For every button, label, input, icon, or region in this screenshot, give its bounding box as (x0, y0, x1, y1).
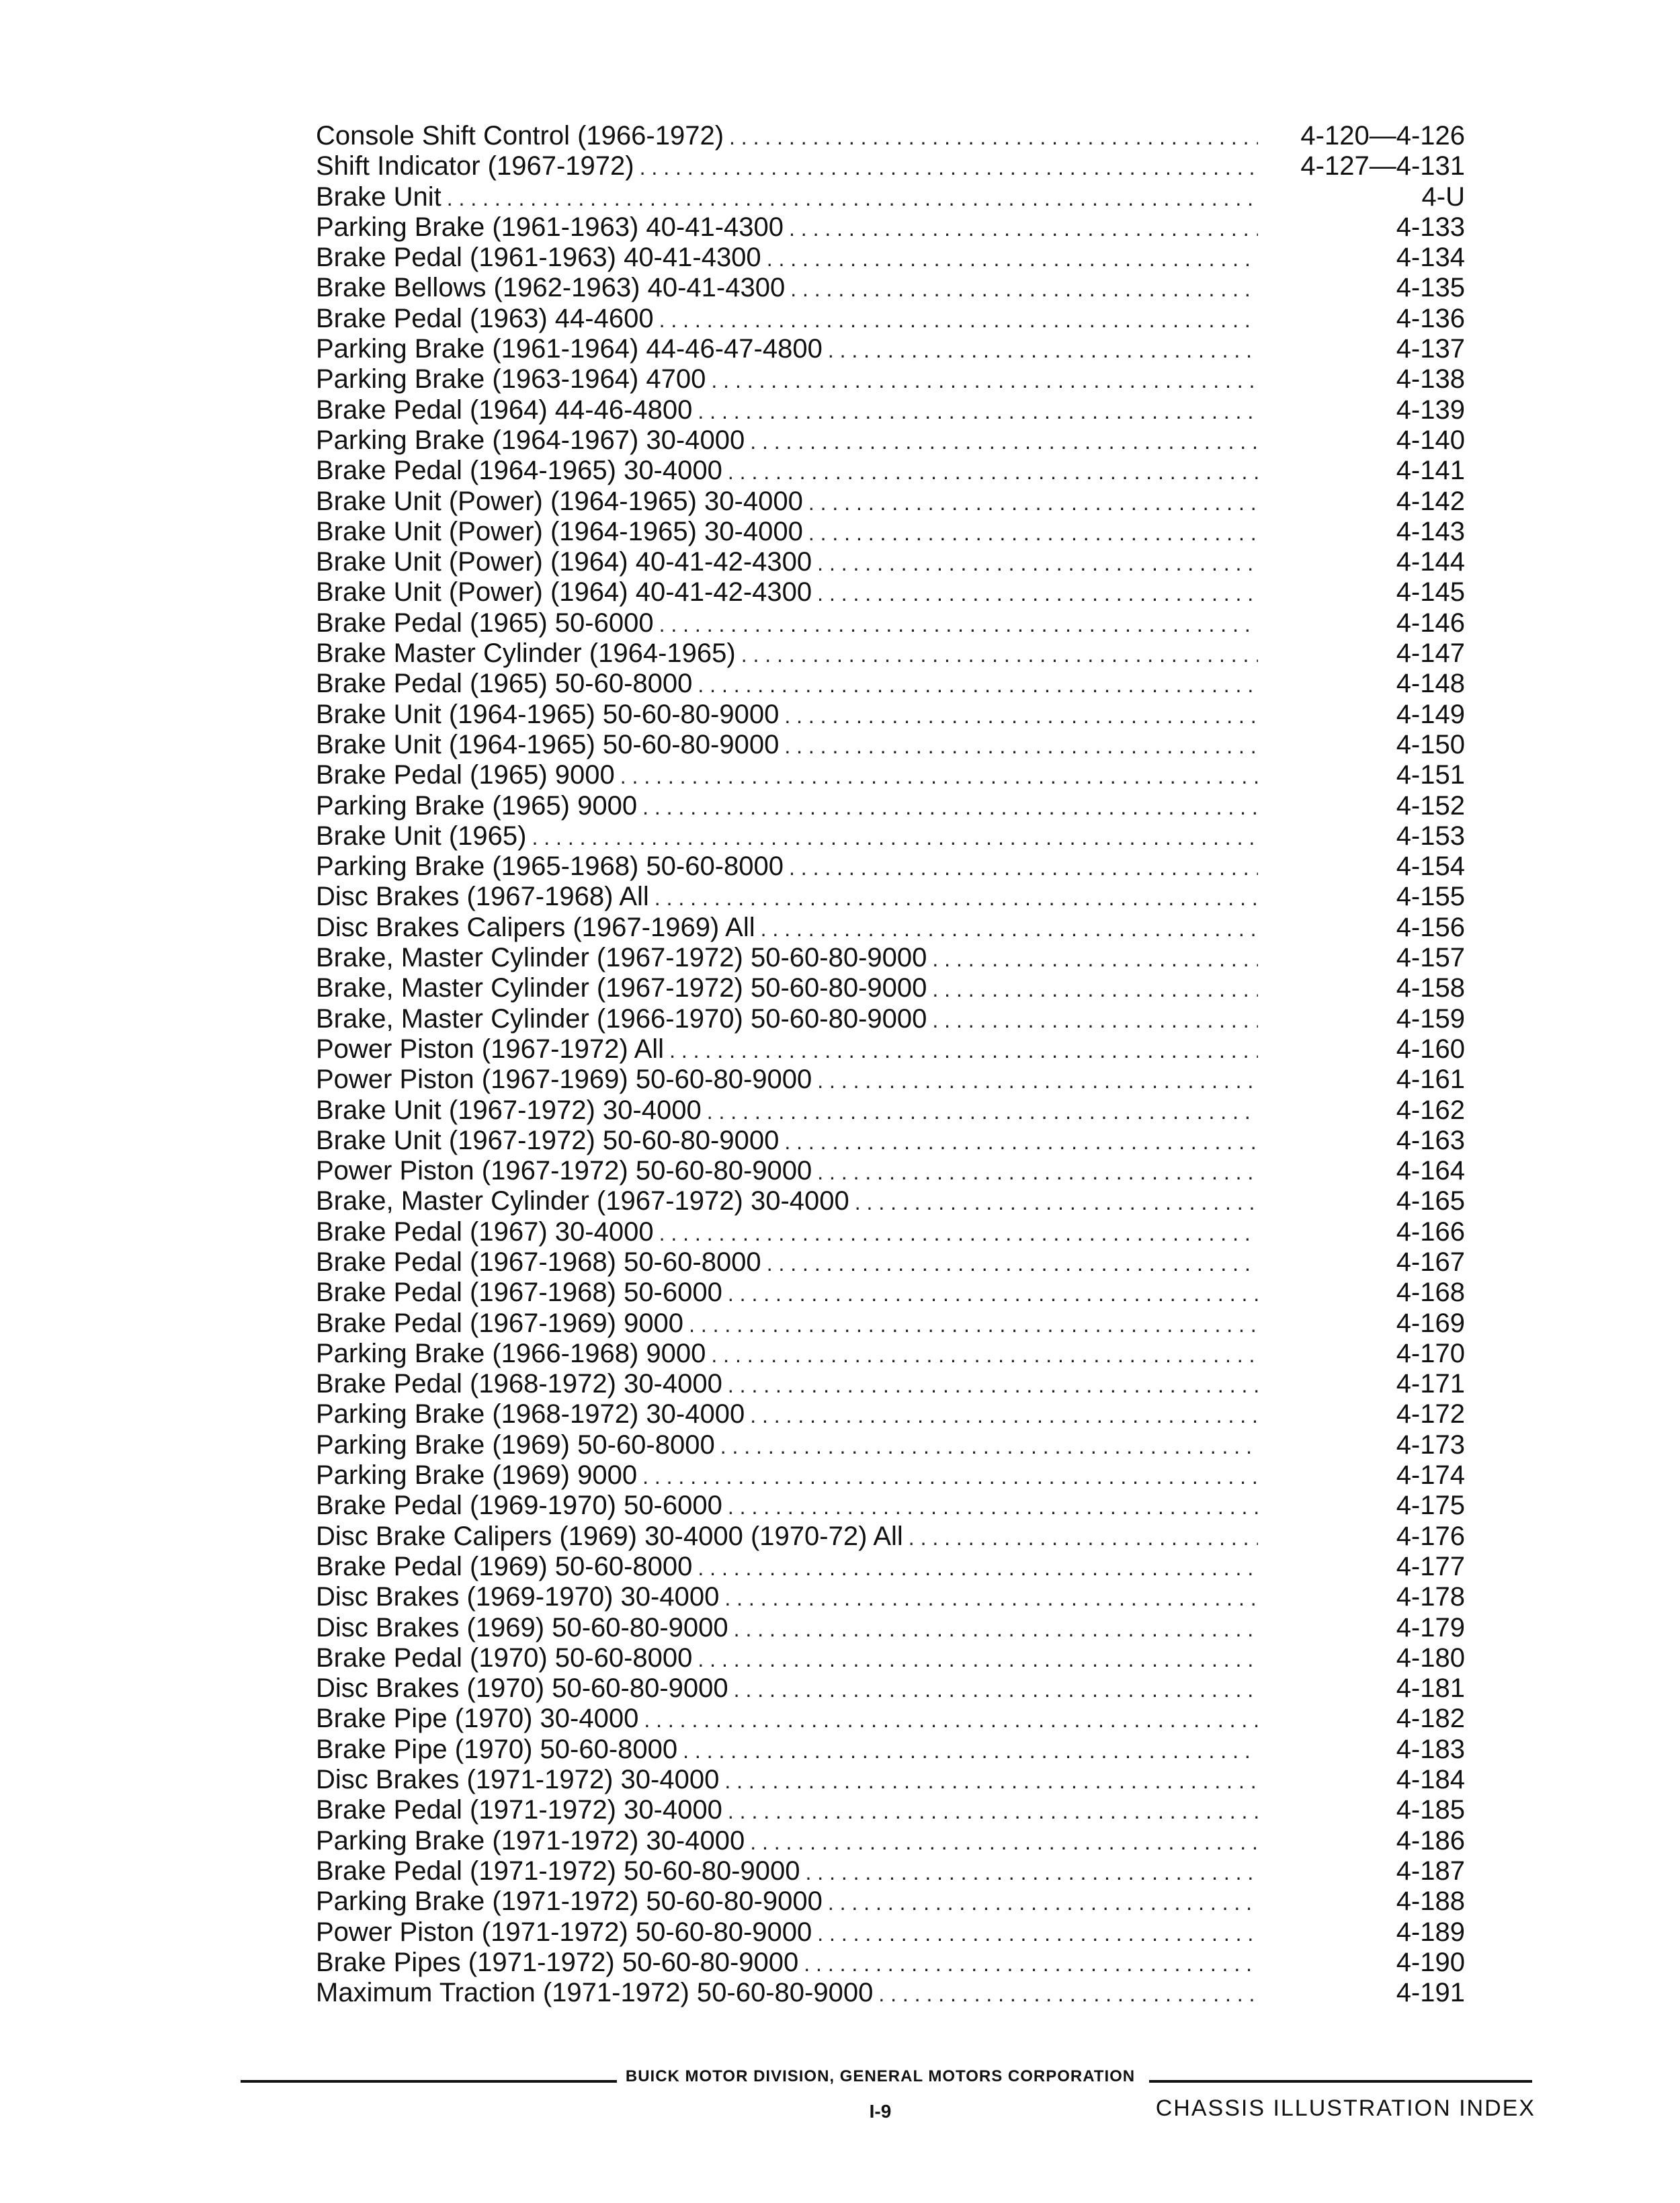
entry-page-ref: 4-173 (1396, 1429, 1465, 1460)
index-entry (316, 608, 1465, 638)
index-entry (316, 882, 1465, 912)
dot-leader (729, 121, 1258, 151)
dot-leader (724, 1582, 1258, 1612)
index-entry (316, 1765, 1465, 1795)
entry-label: Brake Pedal (1967-1969) 9000 (316, 1308, 684, 1338)
entry-label: Brake Pedal (1967-1968) 50-60-8000 (316, 1247, 761, 1277)
entry-label: Parking Brake (1966-1968) 9000 (316, 1338, 706, 1368)
dot-leader (711, 364, 1258, 394)
entry-label: Brake Unit (Power) (1964-1965) 30-4000 (316, 486, 803, 516)
index-entry (316, 182, 1465, 212)
index-entry (316, 821, 1465, 851)
dot-leader (932, 1004, 1258, 1034)
entry-label: Brake Unit (Power) (1964) 40-41-42-4300 (316, 577, 812, 608)
dot-leader (698, 669, 1258, 699)
entry-page-ref: 4-151 (1396, 760, 1465, 790)
entry-page-ref: 4-184 (1396, 1765, 1465, 1795)
dot-leader (720, 1430, 1258, 1460)
entry-label: Brake Pedal (1969) 50-60-8000 (316, 1551, 693, 1581)
index-entry (316, 517, 1465, 547)
entry-page-ref: 4-141 (1396, 456, 1465, 486)
index-entry (316, 1065, 1465, 1095)
entry-label: Brake Pedal (1967-1968) 50-6000 (316, 1278, 722, 1308)
index-entry (316, 1735, 1465, 1765)
dot-leader (734, 1673, 1258, 1704)
index-entry (316, 1399, 1465, 1429)
entry-label: Brake, Master Cylinder (1967-1972) 50-60-80-9000 (316, 943, 927, 973)
dot-leader (828, 334, 1258, 364)
entry-page-ref: 4-139 (1396, 394, 1465, 425)
index-entry (316, 1278, 1465, 1308)
dot-leader (932, 973, 1258, 1003)
dot-leader (817, 577, 1258, 608)
dot-leader (728, 1795, 1258, 1825)
index-entry (316, 334, 1465, 364)
entry-page-ref: 4-140 (1396, 425, 1465, 455)
index-entry (316, 1613, 1465, 1643)
entry-page-ref: 4-175 (1396, 1491, 1465, 1521)
entry-page-ref: 4-172 (1396, 1399, 1465, 1429)
entry-label: Parking Brake (1963-1964) 4700 (316, 364, 706, 394)
entry-label: Power Piston (1967-1972) 50-60-80-9000 (316, 1156, 812, 1186)
index-entry (316, 791, 1465, 821)
dot-leader (784, 1126, 1258, 1156)
index-entry (316, 1704, 1465, 1734)
entry-page-ref: 4-U (1421, 181, 1465, 212)
dot-leader (789, 851, 1258, 882)
entry-label: Disc Brakes (1970) 50-60-80-9000 (316, 1673, 728, 1704)
entry-label: Disc Brakes (1967-1968) All (316, 882, 649, 912)
entry-label: Power Piston (1967-1972) All (316, 1034, 665, 1064)
index-entry (316, 1643, 1465, 1673)
dot-leader (698, 395, 1258, 425)
entry-label: Brake, Master Cylinder (1967-1972) 30-4000 (316, 1186, 849, 1216)
entry-label: Brake Pedal (1965) 9000 (316, 760, 615, 790)
dot-leader (659, 608, 1258, 638)
entry-label: Brake Pipes (1971-1972) 50-60-80-9000 (316, 1947, 799, 1977)
entry-label: Power Piston (1967-1969) 50-60-80-9000 (316, 1065, 812, 1095)
entry-page-ref: 4-152 (1396, 790, 1465, 821)
entry-label: Brake Pedal (1970) 50-60-8000 (316, 1643, 693, 1673)
entry-page-ref: 4-148 (1396, 669, 1465, 699)
index-entry (316, 1369, 1465, 1399)
entry-label: Brake Pipe (1970) 30-4000 (316, 1704, 639, 1734)
entry-label: Brake, Master Cylinder (1966-1970) 50-60-80-9000 (316, 1003, 927, 1034)
dot-leader (784, 700, 1258, 730)
entry-page-ref: 4-150 (1396, 729, 1465, 759)
index-entry (316, 1460, 1465, 1491)
entry-label: Disc Brakes Calipers (1967-1969) All (316, 912, 755, 942)
index-entry (316, 1917, 1465, 1948)
section-title: CHASSIS ILLUSTRATION INDEX (1155, 2095, 1536, 2121)
index-entry (316, 1522, 1465, 1552)
dot-leader (741, 638, 1258, 669)
entry-page-ref: 4-127—4-131 (1300, 151, 1465, 181)
entry-label: Brake Pedal (1967) 30-4000 (316, 1216, 654, 1247)
index-entry (316, 943, 1465, 973)
index-entry (316, 577, 1465, 608)
entry-page-ref: 4-181 (1396, 1673, 1465, 1704)
dot-leader (767, 1247, 1258, 1278)
entry-page-ref: 4-180 (1396, 1643, 1465, 1673)
entry-page-ref: 4-146 (1396, 608, 1465, 638)
dot-leader (761, 913, 1258, 943)
entry-page-ref: 4-189 (1396, 1917, 1465, 1947)
dot-leader (784, 730, 1258, 760)
entry-label: Parking Brake (1971-1972) 50-60-80-9000 (316, 1886, 823, 1917)
index-entry (316, 1491, 1465, 1521)
dot-leader (804, 1948, 1258, 1978)
index-entry (316, 638, 1465, 669)
entry-page-ref: 4-143 (1396, 516, 1465, 546)
entry-label: Brake Pedal (1965) 50-60-8000 (316, 669, 693, 699)
entry-label: Brake Master Cylinder (1964-1965) (316, 638, 736, 669)
entry-page-ref: 4-182 (1396, 1704, 1465, 1734)
index-entry (316, 851, 1465, 882)
entry-page-ref: 4-161 (1396, 1065, 1465, 1095)
index-entry (316, 364, 1465, 394)
entry-page-ref: 4-145 (1396, 577, 1465, 608)
entry-page-ref: 4-179 (1396, 1612, 1465, 1643)
entry-page-ref: 4-138 (1396, 364, 1465, 394)
index-entry (316, 730, 1465, 760)
dot-leader (642, 1460, 1258, 1491)
entry-label: Brake Pedal (1971-1972) 30-4000 (316, 1795, 722, 1825)
entry-page-ref: 4-153 (1396, 821, 1465, 851)
entry-label: Brake Unit (1964-1965) 50-60-80-9000 (316, 699, 780, 729)
entry-page-ref: 4-178 (1396, 1582, 1465, 1612)
dot-leader (750, 1826, 1258, 1856)
index-entry (316, 1582, 1465, 1612)
index-entry (316, 1856, 1465, 1886)
entry-page-ref: 4-158 (1396, 973, 1465, 1003)
index-entry (316, 1217, 1465, 1247)
dot-leader (808, 517, 1258, 547)
entry-page-ref: 4-163 (1396, 1125, 1465, 1155)
dot-leader (808, 487, 1258, 517)
entry-label: Maximum Traction (1971-1972) 50-60-80-9000 (316, 1978, 874, 2008)
index-entry (316, 1247, 1465, 1278)
index-entry (316, 1886, 1465, 1917)
entry-label: Brake Bellows (1962-1963) 40-41-4300 (316, 273, 786, 303)
index-entry (316, 669, 1465, 699)
dot-leader (728, 1278, 1258, 1308)
dot-leader (644, 1704, 1258, 1734)
entry-label: Brake Pipe (1970) 50-60-8000 (316, 1734, 678, 1764)
index-entry (316, 1795, 1465, 1825)
dot-leader (790, 273, 1258, 303)
dot-leader (728, 456, 1258, 486)
entry-page-ref: 4-186 (1396, 1825, 1465, 1856)
index-entry (316, 913, 1465, 943)
dot-leader (698, 1552, 1258, 1582)
publisher-line: BUICK MOTOR DIVISION, GENERAL MOTORS CORPORATION (625, 2067, 1136, 2085)
dot-leader (669, 1034, 1258, 1065)
dot-leader (789, 212, 1258, 243)
entry-label: Brake Pedal (1964-1965) 30-4000 (316, 456, 722, 486)
index-entry (316, 1034, 1465, 1065)
entry-page-ref: 4-149 (1396, 699, 1465, 729)
entry-label: Disc Brakes (1969-1970) 30-4000 (316, 1582, 720, 1612)
entry-page-ref: 4-144 (1396, 547, 1465, 577)
page-number: I-9 (869, 2101, 892, 2122)
dot-leader (655, 882, 1258, 912)
dot-leader (817, 1065, 1258, 1095)
entry-page-ref: 4-142 (1396, 486, 1465, 516)
entry-label: Console Shift Control (1966-1972) (316, 121, 724, 151)
index-entry (316, 273, 1465, 303)
entry-label: Brake Unit (1967-1972) 50-60-80-9000 (316, 1125, 780, 1155)
index-entry (316, 1186, 1465, 1216)
entry-label: Disc Brake Calipers (1969) 30-4000 (1970-72) All (316, 1521, 903, 1551)
entry-page-ref: 4-135 (1396, 273, 1465, 303)
dot-leader (711, 1339, 1258, 1369)
entry-page-ref: 4-159 (1396, 1003, 1465, 1034)
entry-page-ref: 4-169 (1396, 1308, 1465, 1338)
entry-label: Parking Brake (1965-1968) 50-60-8000 (316, 851, 784, 882)
dot-leader (724, 1765, 1258, 1795)
entry-page-ref: 4-183 (1396, 1734, 1465, 1764)
entry-page-ref: 4-120—4-126 (1300, 121, 1465, 151)
index-entry (316, 487, 1465, 517)
index-entry (316, 456, 1465, 486)
entry-label: Brake Pedal (1969-1970) 50-6000 (316, 1491, 722, 1521)
entry-label: Brake Pedal (1968-1972) 30-4000 (316, 1369, 722, 1399)
index-entry (316, 243, 1465, 273)
entry-page-ref: 4-166 (1396, 1216, 1465, 1247)
entry-page-ref: 4-157 (1396, 943, 1465, 973)
entry-label: Disc Brakes (1969) 50-60-80-9000 (316, 1612, 728, 1643)
index-entry (316, 1126, 1465, 1156)
dot-leader (750, 1399, 1258, 1429)
index-list (316, 121, 1465, 2008)
dot-leader (640, 151, 1258, 181)
dot-leader (532, 821, 1258, 851)
index-entry (316, 1308, 1465, 1339)
entry-page-ref: 4-162 (1396, 1095, 1465, 1125)
index-entry (316, 425, 1465, 456)
entry-page-ref: 4-190 (1396, 1947, 1465, 1977)
entry-label: Parking Brake (1965) 9000 (316, 790, 638, 821)
entry-page-ref: 4-137 (1396, 334, 1465, 364)
index-entry (316, 151, 1465, 181)
entry-label: Brake Pedal (1961-1963) 40-41-4300 (316, 243, 761, 273)
entry-page-ref: 4-167 (1396, 1247, 1465, 1277)
index-entry (316, 973, 1465, 1003)
dot-leader (698, 1643, 1258, 1673)
dot-leader (689, 1308, 1258, 1339)
dot-leader (855, 1186, 1258, 1216)
entry-label: Brake Unit (1967-1972) 30-4000 (316, 1095, 702, 1125)
entry-page-ref: 4-176 (1396, 1521, 1465, 1551)
dot-leader (659, 304, 1258, 334)
entry-page-ref: 4-133 (1396, 212, 1465, 242)
entry-page-ref: 4-155 (1396, 882, 1465, 912)
dot-leader (750, 425, 1258, 456)
dot-leader (909, 1522, 1258, 1552)
dot-leader (767, 243, 1258, 273)
dot-leader (620, 760, 1258, 790)
entry-label: Brake Unit (316, 181, 442, 212)
dot-leader (817, 547, 1258, 577)
entry-label: Parking Brake (1971-1972) 30-4000 (316, 1825, 745, 1856)
entry-page-ref: 4-171 (1396, 1369, 1465, 1399)
entry-label: Brake Unit (1964-1965) 50-60-80-9000 (316, 729, 780, 759)
index-entry (316, 1948, 1465, 1978)
entry-page-ref: 4-160 (1396, 1034, 1465, 1064)
index-entry (316, 1978, 1465, 2008)
index-entry (316, 1430, 1465, 1460)
index-entry (316, 547, 1465, 577)
dot-leader (878, 1978, 1258, 2008)
entry-page-ref: 4-177 (1396, 1551, 1465, 1581)
index-entry (316, 1339, 1465, 1369)
entry-label: Parking Brake (1961-1964) 44-46-47-4800 (316, 334, 823, 364)
index-entry (316, 1156, 1465, 1186)
dot-leader (728, 1369, 1258, 1399)
entry-label: Brake Unit (Power) (1964-1965) 30-4000 (316, 516, 803, 546)
entry-label: Brake Pedal (1964) 44-46-4800 (316, 394, 693, 425)
dot-leader (817, 1156, 1258, 1186)
index-entry (316, 1826, 1465, 1856)
index-entry (316, 304, 1465, 334)
entry-label: Brake Pedal (1971-1972) 50-60-80-9000 (316, 1856, 800, 1886)
entry-label: Brake Pedal (1965) 50-6000 (316, 608, 654, 638)
entry-page-ref: 4-165 (1396, 1186, 1465, 1216)
index-entry (316, 760, 1465, 790)
entry-page-ref: 4-154 (1396, 851, 1465, 882)
index-entry (316, 700, 1465, 730)
index-entry (316, 1552, 1465, 1582)
entry-label: Brake, Master Cylinder (1967-1972) 50-60-80-9000 (316, 973, 927, 1003)
entry-label: Parking Brake (1968-1972) 30-4000 (316, 1399, 745, 1429)
entry-page-ref: 4-156 (1396, 912, 1465, 942)
footer-rule-left (241, 2080, 617, 2083)
footer-rule-right (1149, 2080, 1532, 2083)
entry-page-ref: 4-185 (1396, 1795, 1465, 1825)
entry-label: Parking Brake (1964-1967) 30-4000 (316, 425, 745, 455)
dot-leader (828, 1886, 1258, 1917)
entry-label: Disc Brakes (1971-1972) 30-4000 (316, 1765, 720, 1795)
index-entry (316, 1095, 1465, 1126)
entry-page-ref: 4-188 (1396, 1886, 1465, 1917)
dot-leader (707, 1095, 1258, 1126)
entry-label: Brake Unit (Power) (1964) 40-41-42-4300 (316, 547, 812, 577)
dot-leader (817, 1917, 1258, 1948)
index-entry (316, 1673, 1465, 1704)
dot-leader (932, 943, 1258, 973)
dot-leader (734, 1613, 1258, 1643)
index-entry (316, 395, 1465, 425)
dot-leader (683, 1735, 1258, 1765)
dot-leader (806, 1856, 1259, 1886)
entry-page-ref: 4-134 (1396, 243, 1465, 273)
entry-label: Power Piston (1971-1972) 50-60-80-9000 (316, 1917, 812, 1947)
entry-page-ref: 4-187 (1396, 1856, 1465, 1886)
entry-label: Parking Brake (1961-1963) 40-41-4300 (316, 212, 784, 242)
entry-page-ref: 4-170 (1396, 1338, 1465, 1368)
index-entry (316, 121, 1465, 151)
dot-leader (642, 791, 1258, 821)
dot-leader (728, 1491, 1258, 1521)
entry-label: Parking Brake (1969) 9000 (316, 1460, 638, 1491)
index-entry (316, 1004, 1465, 1034)
entry-page-ref: 4-147 (1396, 638, 1465, 669)
dot-leader (447, 182, 1258, 212)
entry-label: Brake Pedal (1963) 44-4600 (316, 303, 654, 333)
index-entry (316, 212, 1465, 243)
entry-page-ref: 4-164 (1396, 1156, 1465, 1186)
entry-page-ref: 4-136 (1396, 303, 1465, 333)
dot-leader (659, 1217, 1258, 1247)
entry-label: Shift Indicator (1967-1972) (316, 151, 634, 181)
entry-page-ref: 4-191 (1396, 1978, 1465, 2008)
entry-label: Brake Unit (1965) (316, 821, 527, 851)
entry-page-ref: 4-168 (1396, 1278, 1465, 1308)
entry-page-ref: 4-174 (1396, 1460, 1465, 1491)
entry-label: Parking Brake (1969) 50-60-8000 (316, 1429, 715, 1460)
